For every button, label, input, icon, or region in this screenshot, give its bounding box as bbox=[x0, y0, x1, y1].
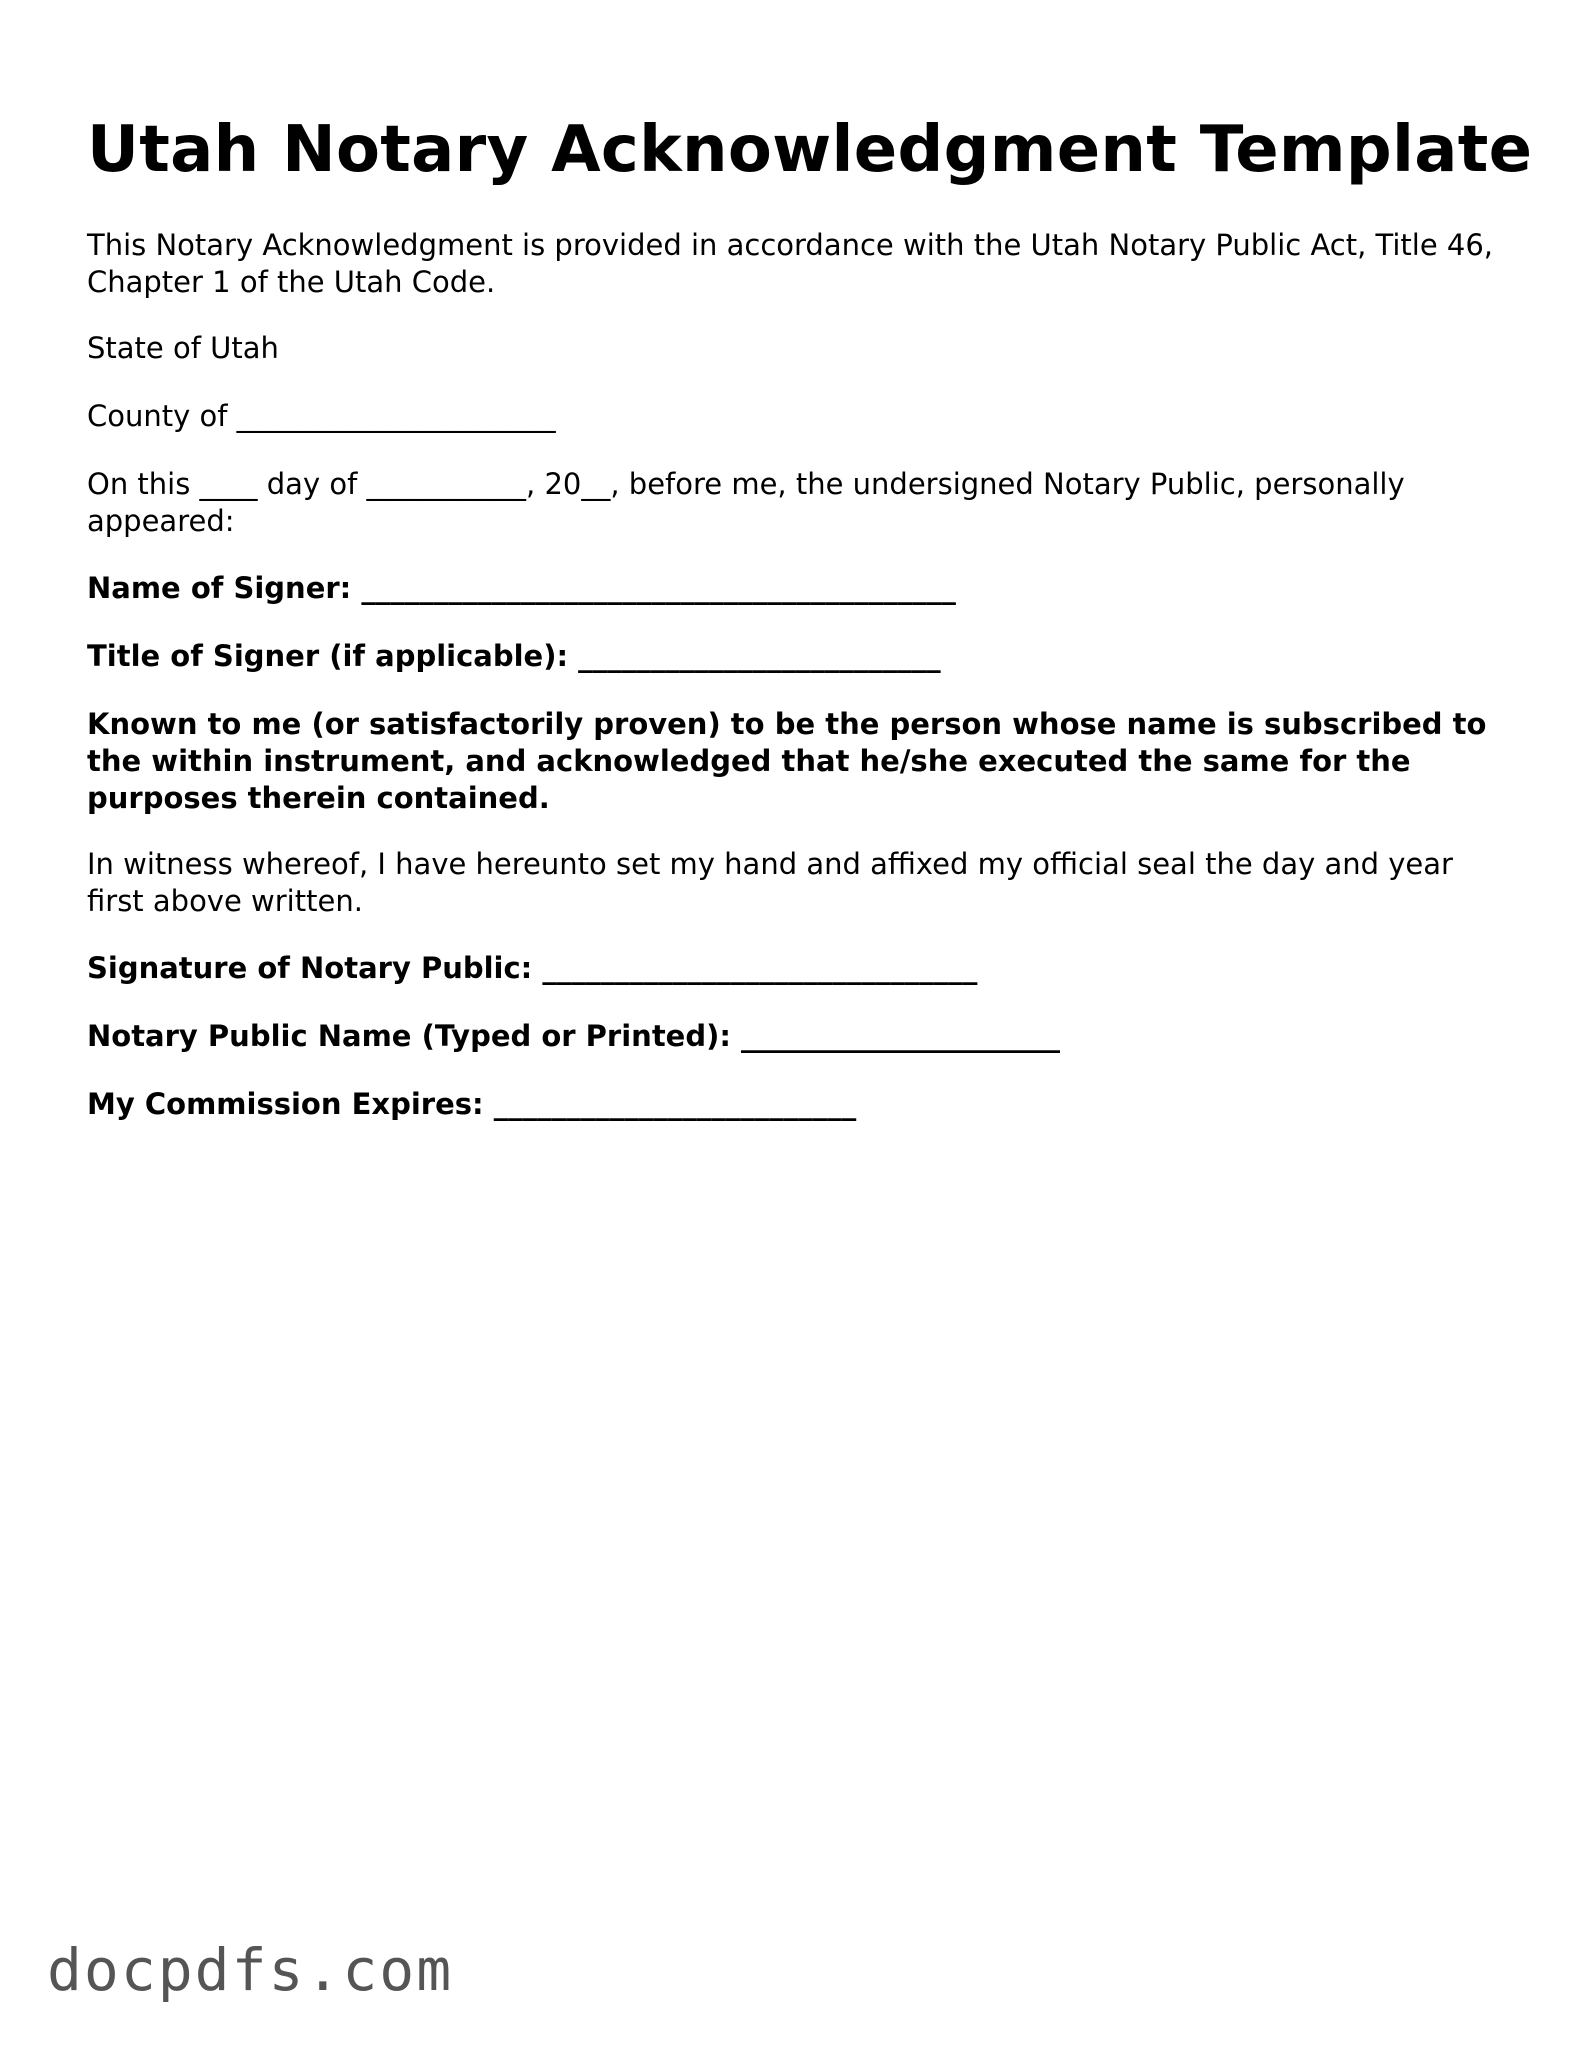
intro-paragraph: This Notary Acknowledgment is provided in accordance with the Utah Notary Public Act, Title 46, Chapter 1 of the Utah Code. bbox=[87, 228, 1494, 299]
commission-expires-field: My Commission Expires: _________________________ bbox=[87, 1087, 857, 1121]
watermark-logo: docpdfs.com bbox=[47, 1936, 454, 2004]
county-line: County of ______________________ bbox=[87, 399, 556, 433]
document-title: Utah Notary Acknowledgment Template bbox=[87, 113, 1533, 187]
known-statement: Known to me (or satisfactorily proven) to be the person whose name is subscribed to the within instrument, and acknowledged that he/she executed the same for the purposes therein contained. bbox=[87, 707, 1487, 815]
state-line: State of Utah bbox=[87, 331, 279, 365]
notary-signature-field: Signature of Notary Public: ______________________________ bbox=[87, 951, 978, 985]
notary-name-field: Notary Public Name (Typed or Printed): ______________________ bbox=[87, 1019, 1061, 1053]
witness-paragraph: In witness whereof, I have hereunto set my hand and affixed my official seal the day and year first above written. bbox=[87, 847, 1453, 918]
title-of-signer-field: Title of Signer (if applicable): _________________________ bbox=[87, 639, 941, 673]
appearance-paragraph: On this ____ day of ___________, 20__, before me, the undersigned Notary Public, personally appeared: bbox=[87, 467, 1405, 538]
name-of-signer-field: Name of Signer: _________________________________________ bbox=[87, 571, 956, 605]
